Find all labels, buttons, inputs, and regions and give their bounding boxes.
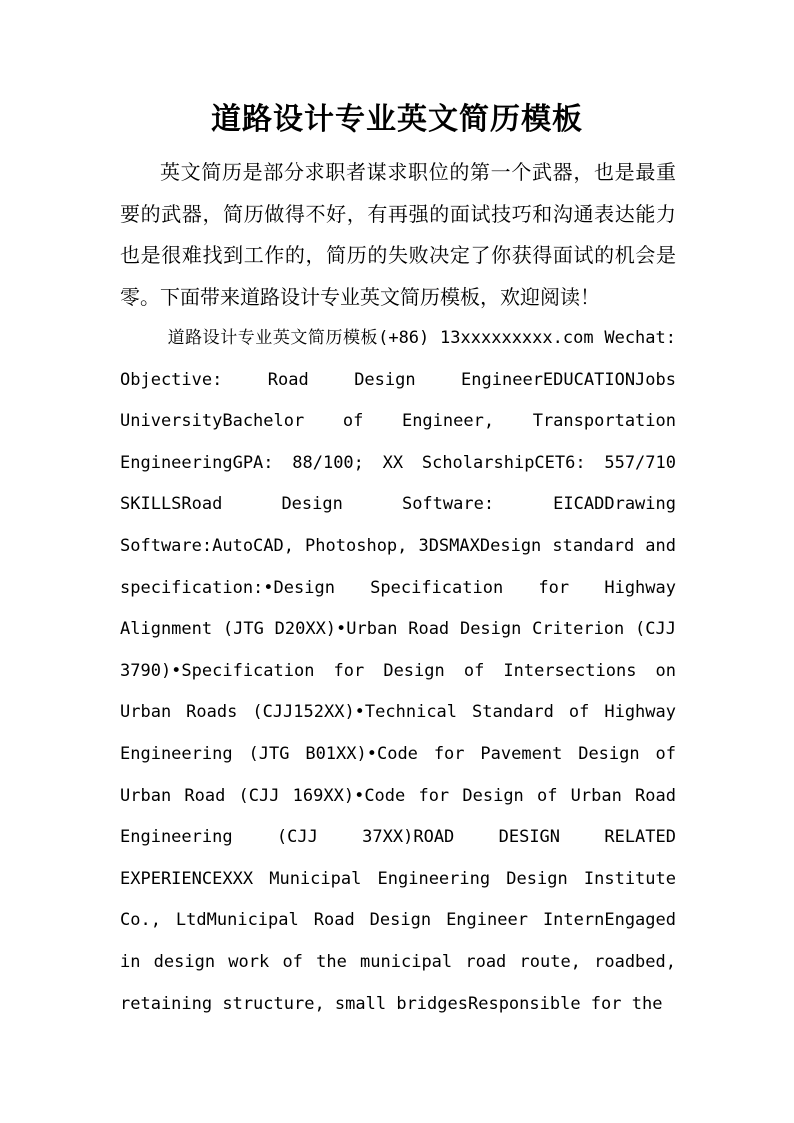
intro-paragraph: 英文简历是部分求职者谋求职位的第一个武器，也是最重要的武器，简历做得不好，有再强的面试技巧和沟通表达能力也是很难找到工作的，简历的失败决定了你获得面试的机会是零。下面带来道路设计专业英文简历模板，欢迎阅读！ <box>120 160 676 309</box>
document-title: 道路设计专业英文简历模板 <box>211 102 583 137</box>
resume-body-paragraph: 道路设计专业英文简历模板(+86) 13xxxxxxxxx.com Wechat: Objective: Road Design EngineerEDUCATIONJobs UniversityBachelor of Engineer, Transportation EngineeringGPA: 88/100; XX ScholarshipCET6: 557/710 SKILLSRoad Design Software: EICADDrawing Software:AutoCAD, Photoshop, 3DSMAXDesign standard and specification:•Design Specification for Highway Alignment (JTG D20XX)•Urban Road Design Criterion (CJJ 3790)•Specification for Design of Intersections on Urban Roads (CJJ152XX)•Technical Standard of Highway Engineering (JTG B01XX)•Code for Pavement Design of Urban Road (CJJ 169XX)•Code for Design of Urban Road Engineering (CJJ 37XX)ROAD DESIGN RELATED EXPERIENCEXXX Municipal Engineering Design Institute Co., LtdMunicipal Road Design Engineer InternEngaged in design work of the municipal road route, roadbed, retaining structure, small bridgesResponsible for the <box>120 328 676 1014</box>
